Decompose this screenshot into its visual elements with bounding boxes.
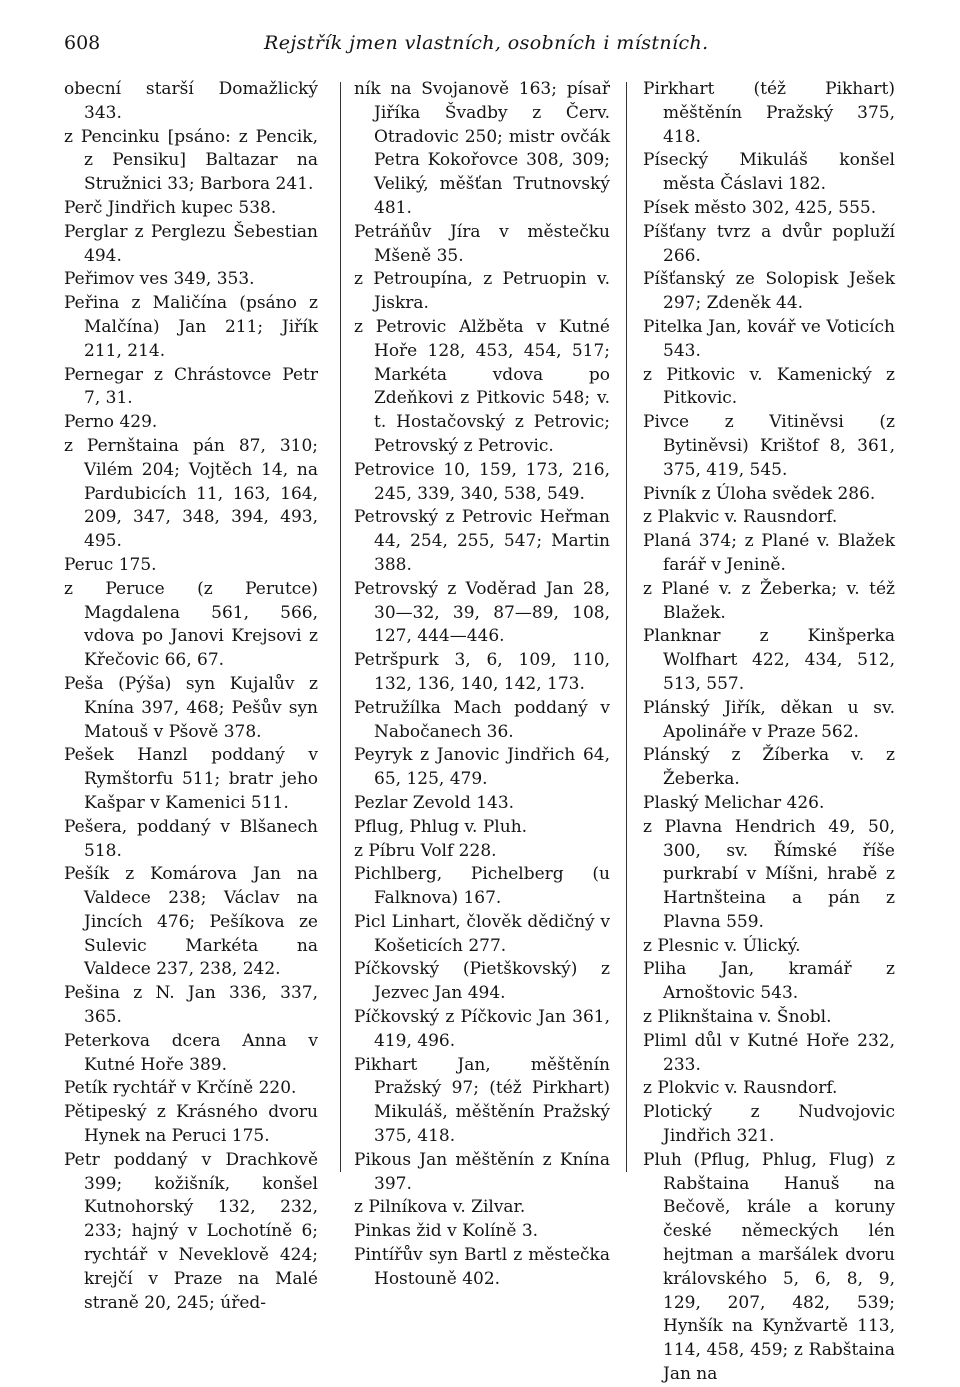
index-entry: Pešina z N. Jan 336, 337, 365. bbox=[64, 983, 318, 1028]
index-entry: Petrovský z Voděrad Jan 28, 30—32, 39, 87—89, 108, 127, 444—446. bbox=[354, 578, 610, 647]
index-entry: Pešera, poddaný v Blšanech 518. bbox=[64, 816, 318, 861]
index-entry: Píšťany tvrz a dvůr popluží 266. bbox=[643, 221, 895, 266]
index-entry: Peřina z Maličína (psáno z Malčína) Jan 211; Jiřík 211, 214. bbox=[64, 293, 318, 361]
index-entry: Pikhart Jan, měštěnín Pražský 97; (též Pirkhart) Mikuláš, měštěnín Pražský 375, 418. bbox=[354, 1054, 610, 1147]
column-divider bbox=[626, 82, 627, 1172]
index-entry: Pliha Jan, kramář z Arnoštovic 543. bbox=[643, 959, 895, 1004]
index-entry: Petrovice 10, 159, 173, 216, 245, 339, 340, 538, 549. bbox=[354, 459, 610, 504]
index-entry: Perno 429. bbox=[64, 412, 158, 433]
index-entry: z Petrovic Alžběta v Kutné Hoře 128, 453, 454, 517; Markéta vdova po Zdeňkovi z Pitkovic 548; v. t. Hostačovský z Petrovic; Petrovský z Petrovic. bbox=[354, 316, 610, 456]
index-entry: Písek město 302, 425, 555. bbox=[643, 197, 877, 218]
index-entry: Pětipeský z Krásného dvoru Hynek na Peruci 175. bbox=[64, 1102, 318, 1147]
index-entry: Pliml důl v Kutné Hoře 232, 233. bbox=[643, 1030, 895, 1075]
index-entry: z Petroupína, z Petruopin v. Jiskra. bbox=[354, 269, 610, 314]
index-entry: Pivce z Vitiněvsi (z Bytiněvsi) Krištof 8, 361, 375, 419, 545. bbox=[643, 412, 895, 480]
page-header bbox=[64, 32, 898, 62]
page-number: 608 bbox=[64, 32, 101, 54]
index-entry: Petráňův Jíra v městečku Mšeně 35. bbox=[354, 221, 610, 266]
index-entry: Plánský Jiřík, děkan u sv. Apolináře v Praze 562. bbox=[643, 697, 895, 742]
index-entry: z Plesnic v. Úlický. bbox=[643, 935, 801, 956]
index-entry: z Pencinku [psáno: z Pencik, z Pensiku] Baltazar na Stružnici 33; Barbora 241. bbox=[64, 126, 318, 195]
index-entry: Plotický z Nudvojovic Jindřich 321. bbox=[643, 1102, 895, 1147]
index-entry: Pinkas žid v Kolíně 3. bbox=[354, 1221, 539, 1242]
index-entry: Pflug, Phlug v. Pluh. bbox=[354, 816, 528, 837]
index-entry: Perglar z Perglezu Šebestian 494. bbox=[64, 221, 318, 266]
index-entry: z Peruce (z Perutce) Magdalena 561, 566, vdova po Janovi Krejsovi z Křečovic 66, 67. bbox=[64, 578, 318, 671]
index-entry: Peruc 175. bbox=[64, 554, 157, 575]
index-entry: z Plakvic v. Rausndorf. bbox=[643, 507, 838, 528]
index-entry: z Pernštaina pán 87, 310; Vilém 204; Vojtěch 14, na Pardubicích 11, 163, 164, 209, 347, 348, 394, 493, 495. bbox=[64, 435, 318, 552]
index-entry: Picl Linhart, člověk dědičný v Košeticích 277. bbox=[354, 911, 610, 956]
index-entry: Petršpurk 3, 6, 109, 110, 132, 136, 140, 142, 173. bbox=[354, 650, 610, 694]
index-entry: Pintířův syn Bartl z městečka Hostouně 402. bbox=[354, 1245, 610, 1289]
index-entry: Písecký Mikuláš konšel města Čáslavi 182. bbox=[643, 150, 895, 195]
index-entry: z Pilníkova v. Zilvar. bbox=[354, 1197, 526, 1218]
index-entry: z Plané v. z Žeberka; v. též Blažek. bbox=[643, 578, 895, 623]
index-entry: z Pitkovic v. Kamenický z Pitkovic. bbox=[643, 364, 895, 409]
index-entry: Petr poddaný v Drachkově 399; kožišník, konšel Kutnohorský 132, 232, 233; hajný v Lochotíně 6; rychtář v Neveklově 424; krejčí v Praze na Malé straně 20, 245; úřed- bbox=[64, 1149, 318, 1313]
index-entry: z Pliknštaina v. Šnobl. bbox=[643, 1007, 832, 1028]
index-entry: Pešík z Komárova Jan na Valdece 238; Václav na Jincích 476; Pešíkova ze Sulevic Markéta na Valdece 237, 238, 242. bbox=[64, 864, 318, 980]
index-column-1 bbox=[64, 78, 318, 1315]
index-entry: Pluh (Pflug, Phlug, Flug) z Rabštaina Hanuš na Bečově, krále a koruny české německých lén hejtman a maršálek dvoru královského 5, 6, 8, 9, 129, 207, 482, 539; Hynšík na Kynžvartě 113, 114, 458, 459; z Rabštaina Jan na bbox=[643, 1149, 895, 1385]
index-entry: Planá 374; z Plané v. Blažek farář v Jenině. bbox=[643, 531, 895, 575]
index-entry: Plánský z Žíberka v. z Žeberka. bbox=[643, 745, 895, 790]
index-entry: Peyryk z Janovic Jindřich 64, 65, 125, 479. bbox=[354, 745, 610, 790]
index-entry: Peša (Pýša) syn Kujalův z Knína 397, 468; Pešův syn Matouš v Pšově 378. bbox=[64, 673, 318, 742]
index-entry: z Píbru Volf 228. bbox=[354, 840, 497, 861]
index-entry: Perč Jindřich kupec 538. bbox=[64, 197, 277, 218]
index-entry: Petrovský z Petrovic Heřman 44, 254, 255, 547; Martin 388. bbox=[354, 507, 610, 575]
index-column-2 bbox=[354, 78, 610, 1292]
index-entry: z Plavna Hendrich 49, 50, 300, sv. Římské říše purkrabí v Míšni, hrabě z Hartnšteina a pán z Plavna 559. bbox=[643, 816, 895, 932]
index-entry: Peřimov ves 349, 353. bbox=[64, 269, 255, 290]
index-entry: obecní starší Domažlický 343. bbox=[64, 79, 318, 123]
index-entry: ník na Svojanově 163; písař Jiříka Švadby z Červ. Otradovic 250; mistr ovčák Petra Kokořovce 308, 309; Veliký, měšťan Trutnovský 481. bbox=[354, 79, 610, 218]
index-entry: Píčkovský (Pietškovský) z Jezvec Jan 494. bbox=[354, 959, 610, 1004]
index-entry: Pikous Jan měštěnín z Knína 397. bbox=[354, 1149, 610, 1194]
running-title: Rejstřík jmen vlastních, osobních i místních. bbox=[264, 32, 709, 54]
index-column-3 bbox=[643, 78, 895, 1387]
index-entry: Pivník z Úloha svědek 286. bbox=[643, 483, 876, 504]
index-entry: Pezlar Zevold 143. bbox=[354, 792, 515, 813]
index-entry: Petružílka Mach poddaný v Nabočanech 36. bbox=[354, 697, 610, 742]
index-entry: Pitelka Jan, kovář ve Voticích 543. bbox=[643, 316, 895, 361]
index-entry: Peterkova dcera Anna v Kutné Hoře 389. bbox=[64, 1030, 318, 1075]
index-entry: Pirkhart (též Pikhart) měštěnín Pražský 375, 418. bbox=[643, 79, 895, 147]
index-entry: Petík rychtář v Krčíně 220. bbox=[64, 1078, 297, 1099]
index-entry: Pešek Hanzl poddaný v Rymštorfu 511; bratr jeho Kašpar v Kamenici 511. bbox=[64, 745, 318, 813]
index-entry: Píčkovský z Píčkovic Jan 361, 419, 496. bbox=[354, 1007, 610, 1051]
index-entry: Pernegar z Chrástovce Petr 7, 31. bbox=[64, 364, 318, 409]
index-entry: Planknar z Kinšperka Wolfhart 422, 434, 512, 513, 557. bbox=[643, 626, 895, 694]
index-entry: Plaský Melichar 426. bbox=[643, 792, 825, 813]
index-entry: Píšťanský ze Solopisk Ješek 297; Zdeněk 44. bbox=[643, 269, 895, 314]
index-entry: z Plokvic v. Rausndorf. bbox=[643, 1078, 838, 1099]
column-divider bbox=[340, 82, 341, 1172]
index-entry: Pichlberg, Pichelberg (u Falknova) 167. bbox=[354, 864, 610, 909]
